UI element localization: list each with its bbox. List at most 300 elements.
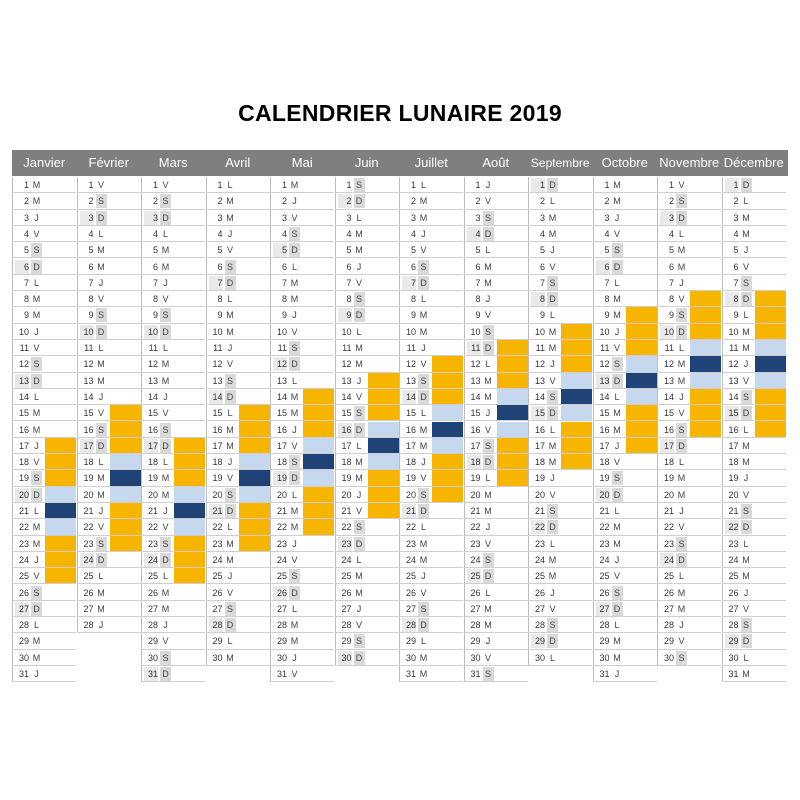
day-number: 21 xyxy=(534,506,545,516)
day-row xyxy=(399,242,463,258)
day-row xyxy=(77,503,141,519)
weekday-letter: J xyxy=(550,587,555,598)
weekday-letter: J xyxy=(98,620,104,631)
month-header: Février xyxy=(88,155,129,170)
weekday-letter: J xyxy=(421,457,426,468)
day-number: 27 xyxy=(15,602,29,616)
day-row xyxy=(141,226,205,242)
day-row xyxy=(464,324,528,340)
weekday-letter: J xyxy=(485,180,491,190)
weekday-letter: L xyxy=(549,424,555,435)
day-number: 5 xyxy=(217,245,223,256)
day-row xyxy=(141,552,205,568)
weekday-letter: J xyxy=(292,310,297,321)
day-number: 17 xyxy=(728,440,739,451)
day-row xyxy=(141,210,205,226)
day-number: 26 xyxy=(83,587,94,598)
day-number: 13 xyxy=(405,375,416,386)
day-row xyxy=(464,242,528,258)
weekday-letter: M xyxy=(355,457,363,468)
day-number: 22 xyxy=(470,522,481,533)
day-row xyxy=(77,340,141,356)
weekday-letter: J xyxy=(292,196,297,207)
day-row xyxy=(335,259,399,275)
day-number: 24 xyxy=(80,553,94,567)
weekday-letter: S xyxy=(225,260,236,274)
weekday-letter: M xyxy=(484,375,492,386)
weekday-letter: D xyxy=(612,374,623,388)
day-row xyxy=(657,275,721,291)
weekday-letter: L xyxy=(98,571,104,582)
day-number: 13 xyxy=(276,375,287,386)
day-row xyxy=(335,454,399,470)
day-number: 1 xyxy=(217,180,223,190)
day-row xyxy=(593,487,657,503)
day-number: 13 xyxy=(470,375,481,386)
day-row xyxy=(657,617,721,633)
day-number: 29 xyxy=(212,636,223,647)
weekday-letter: S xyxy=(676,308,687,322)
day-number: 27 xyxy=(83,603,94,614)
weekday-letter: M xyxy=(226,538,234,549)
weekday-letter: S xyxy=(354,406,365,420)
day-row xyxy=(657,193,721,209)
day-number: 8 xyxy=(475,294,481,305)
day-number: 3 xyxy=(660,211,674,225)
weekday-letter: V xyxy=(355,620,362,631)
weekday-letter: J xyxy=(227,571,233,582)
weekday-letter: L xyxy=(485,587,491,598)
weekday-letter: J xyxy=(743,359,749,370)
day-row xyxy=(464,585,528,601)
day-row xyxy=(206,307,270,323)
day-row xyxy=(141,666,205,682)
weekday-letter: V xyxy=(162,636,169,647)
weekday-letter: M xyxy=(613,636,621,647)
day-row xyxy=(270,601,334,617)
weekday-letter: S xyxy=(418,602,429,616)
day-row xyxy=(399,585,463,601)
weekday-letter: M xyxy=(97,261,105,272)
weekday-letter: J xyxy=(163,391,168,402)
day-row xyxy=(77,487,141,503)
day-number: 15 xyxy=(599,408,610,419)
day-number: 20 xyxy=(147,489,158,500)
day-number: 16 xyxy=(147,424,158,435)
weekday-letter: M xyxy=(355,473,363,484)
weekday-letter: M xyxy=(677,359,686,370)
day-row xyxy=(206,291,270,307)
day-number: 22 xyxy=(405,522,416,533)
day-row xyxy=(335,585,399,601)
day-row xyxy=(593,242,657,258)
day-number: 15 xyxy=(405,408,416,419)
day-number: 2 xyxy=(152,196,158,207)
day-number: 15 xyxy=(725,406,739,420)
day-row xyxy=(141,193,205,209)
weekday-letter: V xyxy=(742,489,749,500)
day-row xyxy=(722,389,786,405)
day-row xyxy=(335,307,399,323)
day-row xyxy=(270,307,334,323)
day-number: 30 xyxy=(338,651,352,665)
day-number: 25 xyxy=(276,571,287,582)
day-row xyxy=(722,356,786,372)
weekday-letter: M xyxy=(97,375,105,386)
day-row xyxy=(141,405,205,421)
weekday-letter: V xyxy=(484,538,491,549)
weekday-letter: M xyxy=(355,571,363,582)
weekday-letter: J xyxy=(614,669,620,679)
day-number: 10 xyxy=(534,326,545,337)
weekday-letter: M xyxy=(290,180,299,190)
day-row xyxy=(399,633,463,649)
day-number: 27 xyxy=(596,602,610,616)
weekday-letter: L xyxy=(485,245,491,256)
day-number: 21 xyxy=(663,506,674,516)
day-row xyxy=(12,259,76,275)
month-header: Mai xyxy=(291,155,313,170)
day-row xyxy=(206,242,270,258)
day-row xyxy=(12,470,76,486)
day-number: 26 xyxy=(599,587,610,598)
day-row xyxy=(335,617,399,633)
weekday-letter: S xyxy=(225,374,236,388)
weekday-letter: M xyxy=(548,326,557,337)
weekday-letter: M xyxy=(484,489,492,500)
weekday-letter: J xyxy=(743,245,749,256)
weekday-letter: M xyxy=(419,424,428,435)
weekday-letter: V xyxy=(678,180,685,190)
day-row xyxy=(270,193,334,209)
day-row xyxy=(270,617,334,633)
weekday-letter: L xyxy=(33,620,39,631)
day-number: 28 xyxy=(470,620,481,631)
day-number: 19 xyxy=(405,473,416,484)
day-row xyxy=(528,650,592,666)
weekday-letter: L xyxy=(678,343,684,353)
weekday-letter: M xyxy=(419,196,428,207)
day-number: 27 xyxy=(405,603,416,614)
weekday-letter: M xyxy=(613,538,621,549)
weekday-letter: S xyxy=(676,194,687,208)
day-number: 15 xyxy=(470,408,481,419)
day-number: 12 xyxy=(147,359,158,370)
weekday-letter: M xyxy=(355,343,363,353)
day-number: 16 xyxy=(18,424,29,435)
day-number: 4 xyxy=(604,228,610,239)
day-number: 11 xyxy=(406,343,416,353)
day-number: 7 xyxy=(475,277,481,288)
day-number: 23 xyxy=(83,538,94,549)
day-number: 23 xyxy=(728,538,739,549)
weekday-letter: D xyxy=(741,634,752,648)
day-number: 23 xyxy=(276,538,287,549)
day-number: 13 xyxy=(212,375,223,386)
day-number: 4 xyxy=(410,228,416,239)
day-row xyxy=(399,536,463,552)
day-row xyxy=(722,503,786,519)
weekday-letter: S xyxy=(160,308,171,322)
day-row xyxy=(12,633,76,649)
day-number: 17 xyxy=(341,440,352,451)
day-row xyxy=(206,389,270,405)
day-row xyxy=(399,389,463,405)
day-number: 15 xyxy=(341,408,352,419)
day-number: 4 xyxy=(281,228,287,239)
day-number: 7 xyxy=(539,277,545,288)
day-row xyxy=(657,259,721,275)
weekday-letter: M xyxy=(226,196,234,207)
day-number: 29 xyxy=(599,636,610,647)
weekday-letter: V xyxy=(226,473,233,484)
day-number: 8 xyxy=(23,294,29,305)
day-row xyxy=(657,454,721,470)
day-row xyxy=(141,422,205,438)
day-number: 30 xyxy=(405,652,416,663)
day-row xyxy=(12,650,76,666)
weekday-letter: J xyxy=(227,343,233,353)
day-row xyxy=(528,340,592,356)
day-number: 14 xyxy=(470,391,481,402)
weekday-letter: S xyxy=(483,211,494,225)
day-row xyxy=(722,470,786,486)
day-number: 21 xyxy=(83,506,94,516)
day-number: 30 xyxy=(470,652,481,663)
day-row xyxy=(12,585,76,601)
day-row xyxy=(335,210,399,226)
weekday-letter: J xyxy=(34,440,39,451)
weekday-letter: J xyxy=(98,277,104,288)
day-number: 25 xyxy=(663,571,674,582)
day-row xyxy=(335,389,399,405)
day-row xyxy=(399,568,463,584)
day-number: 8 xyxy=(410,294,416,305)
day-number: 16 xyxy=(405,424,416,435)
weekday-letter: S xyxy=(547,390,558,404)
day-row xyxy=(270,454,334,470)
day-row xyxy=(12,291,76,307)
day-row xyxy=(657,291,721,307)
weekday-letter: D xyxy=(354,423,365,437)
weekday-letter: L xyxy=(743,424,749,435)
day-row xyxy=(657,210,721,226)
weekday-letter: V xyxy=(549,489,556,500)
day-number: 25 xyxy=(728,571,739,582)
day-row xyxy=(77,291,141,307)
day-number: 16 xyxy=(534,424,545,435)
day-number: 5 xyxy=(273,243,287,257)
day-row xyxy=(141,519,205,535)
weekday-letter: L xyxy=(678,228,684,239)
day-row xyxy=(141,601,205,617)
day-row xyxy=(593,389,657,405)
day-row xyxy=(464,275,528,291)
weekday-letter: D xyxy=(547,406,558,420)
day-row xyxy=(399,340,463,356)
day-number: 22 xyxy=(599,522,610,533)
day-number: 26 xyxy=(728,587,739,598)
day-row xyxy=(12,454,76,470)
day-number: 31 xyxy=(728,669,739,679)
month-header: Décembre xyxy=(723,155,784,170)
day-number: 13 xyxy=(341,375,352,386)
weekday-letter: D xyxy=(31,488,42,502)
weekday-letter: M xyxy=(32,522,41,533)
day-row xyxy=(335,193,399,209)
weekday-letter: L xyxy=(162,343,168,353)
day-row xyxy=(141,373,205,389)
weekday-letter: M xyxy=(290,636,299,647)
day-number: 16 xyxy=(212,424,223,435)
day-number: 5 xyxy=(604,245,610,256)
weekday-letter: J xyxy=(421,571,426,582)
day-number: 21 xyxy=(599,506,610,516)
weekday-letter: L xyxy=(356,326,362,337)
day-number: 30 xyxy=(212,652,223,663)
day-number: 18 xyxy=(405,457,416,468)
day-number: 28 xyxy=(209,618,223,632)
day-row xyxy=(335,324,399,340)
weekday-letter: D xyxy=(31,374,42,388)
day-number: 10 xyxy=(18,326,29,337)
day-row xyxy=(206,552,270,568)
day-row xyxy=(77,275,141,291)
day-number: 25 xyxy=(467,569,481,583)
weekday-letter: M xyxy=(161,375,170,386)
weekday-letter: M xyxy=(677,587,686,598)
day-number: 15 xyxy=(531,406,545,420)
weekday-letter: D xyxy=(354,537,365,551)
weekday-letter: V xyxy=(97,180,104,190)
day-row xyxy=(270,291,334,307)
weekday-letter: M xyxy=(226,212,234,223)
day-number: 10 xyxy=(212,326,223,337)
weekday-letter: M xyxy=(97,359,105,370)
day-number: 19 xyxy=(534,473,545,484)
day-row xyxy=(335,487,399,503)
day-row xyxy=(657,519,721,535)
day-row xyxy=(335,373,399,389)
day-number: 8 xyxy=(152,294,158,305)
day-number: 4 xyxy=(668,228,674,239)
weekday-letter: V xyxy=(291,669,298,679)
day-row xyxy=(528,405,592,421)
day-row xyxy=(12,601,76,617)
day-number: 13 xyxy=(663,375,674,386)
day-row xyxy=(206,470,270,486)
weekday-letter: J xyxy=(98,391,104,402)
weekday-letter: J xyxy=(356,489,362,500)
weekday-letter: S xyxy=(96,194,107,208)
day-row xyxy=(593,340,657,356)
weekday-letter: L xyxy=(485,473,491,484)
weekday-letter: S xyxy=(612,243,623,257)
day-row xyxy=(464,519,528,535)
day-row xyxy=(206,438,270,454)
day-number: 12 xyxy=(341,359,352,370)
day-row xyxy=(270,210,334,226)
weekday-letter: L xyxy=(227,408,233,419)
weekday-letter: D xyxy=(96,439,107,453)
day-number: 14 xyxy=(534,391,545,402)
day-number: 11 xyxy=(664,343,674,353)
day-row xyxy=(399,275,463,291)
weekday-letter: L xyxy=(33,506,39,516)
weekday-letter: D xyxy=(483,341,494,355)
day-number: 2 xyxy=(281,196,287,207)
day-number: 7 xyxy=(23,277,29,288)
weekday-letter: V xyxy=(226,245,233,256)
day-number: 26 xyxy=(663,587,674,598)
day-row xyxy=(77,193,141,209)
weekday-letter: S xyxy=(741,276,752,290)
day-row xyxy=(657,503,721,519)
day-row xyxy=(657,242,721,258)
day-number: 6 xyxy=(15,260,29,274)
day-number: 20 xyxy=(341,489,352,500)
day-number: 14 xyxy=(276,391,287,402)
day-number: 1 xyxy=(410,180,416,190)
day-number: 21 xyxy=(470,506,481,516)
day-number: 10 xyxy=(80,325,94,339)
weekday-letter: M xyxy=(419,669,428,679)
month-header: Mars xyxy=(158,155,188,170)
weekday-letter: S xyxy=(96,423,107,437)
day-row xyxy=(464,536,528,552)
day-row xyxy=(657,307,721,323)
day-row xyxy=(77,585,141,601)
weekday-letter: D xyxy=(354,651,365,665)
day-row xyxy=(464,226,528,242)
day-row xyxy=(12,389,76,405)
day-row xyxy=(464,633,528,649)
day-row xyxy=(12,519,76,535)
day-row xyxy=(528,470,592,486)
day-number: 1 xyxy=(475,180,481,190)
day-row xyxy=(12,226,76,242)
weekday-letter: D xyxy=(160,325,171,339)
day-row xyxy=(528,585,592,601)
weekday-letter: M xyxy=(677,489,686,500)
day-number: 9 xyxy=(23,310,29,321)
weekday-letter: L xyxy=(162,571,168,582)
weekday-letter: J xyxy=(356,261,362,272)
day-row xyxy=(399,666,463,682)
day-row xyxy=(270,226,334,242)
day-row xyxy=(270,259,334,275)
weekday-letter: M xyxy=(32,196,41,207)
weekday-letter: M xyxy=(97,473,105,484)
day-row xyxy=(335,356,399,372)
day-number: 27 xyxy=(276,603,287,614)
day-number: 1 xyxy=(88,180,94,190)
weekday-letter: J xyxy=(292,424,297,435)
weekday-letter: D xyxy=(225,504,236,518)
day-row xyxy=(77,177,141,193)
weekday-letter: D xyxy=(225,618,236,632)
day-number: 20 xyxy=(663,489,674,500)
weekday-letter: M xyxy=(419,538,428,549)
day-number: 18 xyxy=(147,457,158,468)
day-row xyxy=(528,568,592,584)
day-number: 30 xyxy=(276,652,287,663)
day-number: 25 xyxy=(147,571,158,582)
weekday-letter: M xyxy=(226,554,234,565)
day-number: 17 xyxy=(660,439,674,453)
weekday-letter: D xyxy=(289,586,300,600)
day-number: 13 xyxy=(596,374,610,388)
